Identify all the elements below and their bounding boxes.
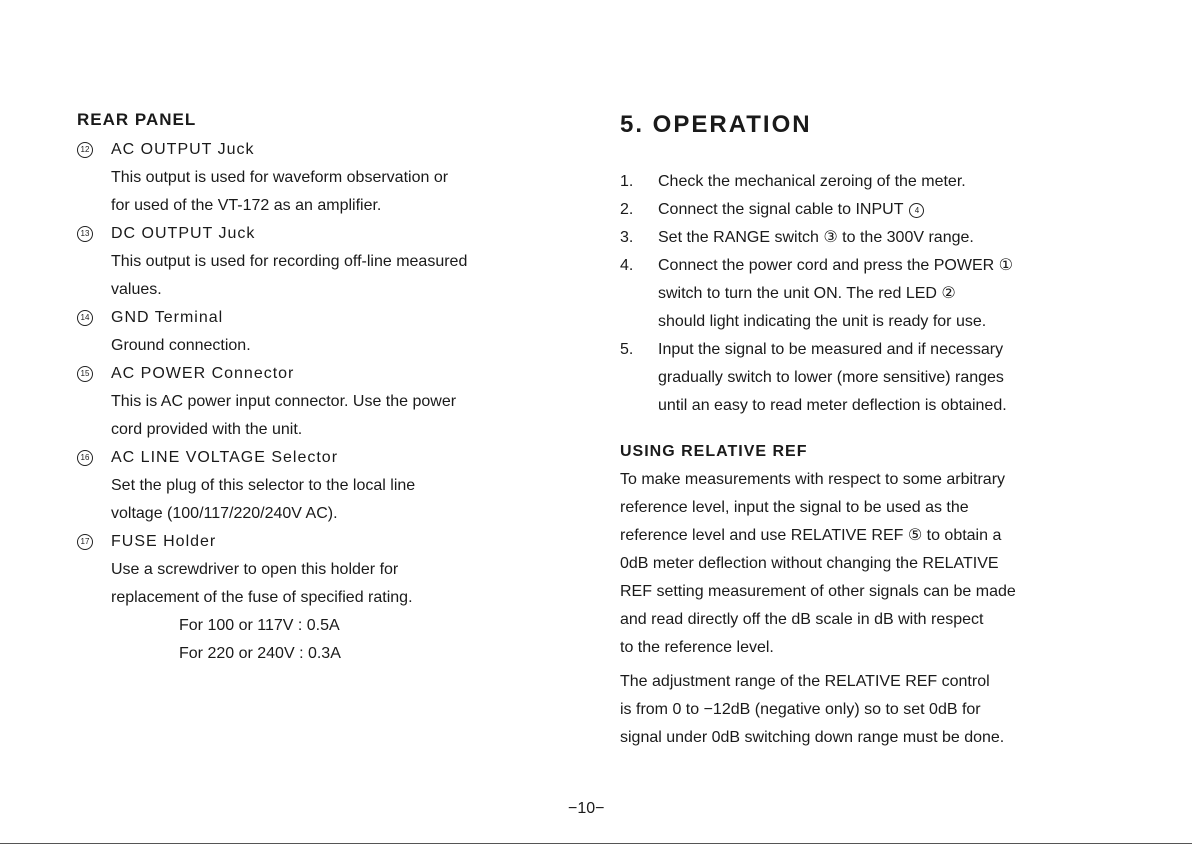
step-number: 2. [620,201,634,218]
item-title: DC OUTPUT Juck [111,225,256,242]
paragraph-line: is from 0 to −12dB (negative only) so to set 0dB for [620,701,981,718]
step-number: 3. [620,229,634,246]
paragraph-line: signal under 0dB switching down range must be done. [620,729,1005,746]
item-title: AC OUTPUT Juck [111,141,255,158]
rear-panel-item [77,360,587,444]
item-title: GND Terminal [111,309,224,326]
step-line: switch to turn the unit ON. The red LED ② [658,285,956,302]
step-line: Connect the signal cable to INPUT 4 [658,196,924,224]
rear-panel-section [77,108,587,668]
item-description-line: cord provided with the unit. [111,421,303,438]
step-line: until an easy to read meter deflection is obtained. [658,397,1007,414]
operation-step [620,252,1140,336]
relative-ref-paragraph [620,466,1140,662]
step-line: should light indicating the unit is ready for use. [658,313,987,330]
step-number: 5. [620,341,634,358]
step-number: 1. [620,173,634,190]
rear-panel-item [77,220,587,304]
rear-panel-item [77,136,587,220]
adjustment-range-paragraph [620,668,1140,752]
operation-steps [620,168,1140,420]
paragraph-line: reference level and use RELATIVE REF ⑤ to obtain a [620,527,1002,544]
fuse-rating-line: For 100 or 117V : 0.5A [179,617,340,634]
item-description-line: This is AC power input connector. Use the power [111,393,457,410]
item-description-line: This output is used for recording off-line measured [111,253,468,270]
rear-panel-item [77,444,587,528]
item-description-line: Set the plug of this selector to the local line [111,477,416,494]
item-title: AC POWER Connector [111,365,295,382]
item-description-line: Use a screwdriver to open this holder for [111,561,399,578]
paragraph-line: 0dB meter deflection without changing the RELATIVE [620,555,999,572]
paragraph-line: and read directly off the dB scale in dB with respect [620,611,984,628]
item-title: FUSE Holder [111,533,217,550]
operation-step [620,196,1140,224]
operation-heading: 5. OPERATION [620,111,812,138]
operation-step [620,336,1140,420]
item-number-badge: 14 [77,310,93,326]
rear-panel-heading: REAR PANEL [77,110,197,129]
operation-section [620,110,1140,752]
relative-ref-heading: USING RELATIVE REF [620,443,808,460]
rear-panel-item [77,304,587,360]
paragraph-line: reference level, input the signal to be used as the [620,499,969,516]
item-description-line: for used of the VT-172 as an amplifier. [111,197,382,214]
item-description-line: Ground connection. [111,337,251,354]
item-description-line: replacement of the fuse of specified rating. [111,589,413,606]
operation-step [620,224,1140,252]
paragraph-line: REF setting measurement of other signals can be made [620,583,1016,600]
item-description-line: This output is used for waveform observation or [111,169,449,186]
step-line: Input the signal to be measured and if necessary [658,341,1004,358]
bottom-divider [0,843,1192,844]
step-line: Set the RANGE switch ③ to the 300V range. [658,229,974,246]
item-description-line: values. [111,281,162,298]
step-line: Connect the power cord and press the POWER ① [658,257,1013,274]
paragraph-line: The adjustment range of the RELATIVE REF control [620,673,990,690]
paragraph-line: To make measurements with respect to some arbitrary [620,471,1006,488]
fuse-rating-line: For 220 or 240V : 0.3A [179,645,341,662]
item-number-badge: 12 [77,142,93,158]
rear-panel-item [77,528,587,668]
input-ref-badge: 4 [909,203,924,218]
item-number-badge: 17 [77,534,93,550]
page-number: −10− [568,800,605,817]
item-title: AC LINE VOLTAGE Selector [111,449,339,466]
item-number-badge: 16 [77,450,93,466]
item-number-badge: 13 [77,226,93,242]
item-description-line: voltage (100/117/220/240V AC). [111,505,338,522]
paragraph-line: to the reference level. [620,639,774,656]
item-number-badge: 15 [77,366,93,382]
step-line: gradually switch to lower (more sensitive) ranges [658,369,1004,386]
step-number: 4. [620,257,634,274]
operation-step [620,168,1140,196]
step-line: Check the mechanical zeroing of the meter. [658,173,966,190]
